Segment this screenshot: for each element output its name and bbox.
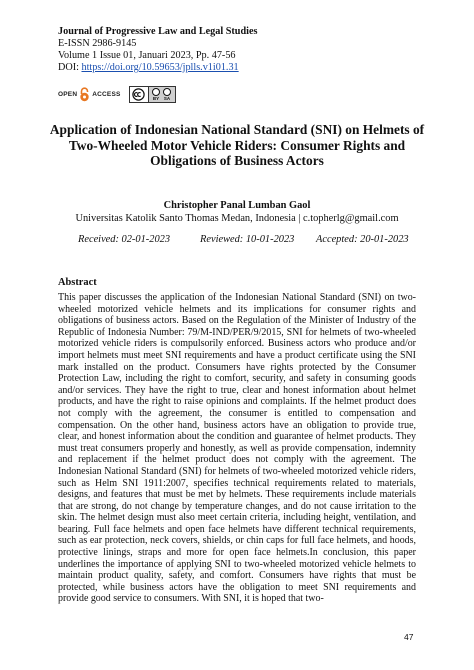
cc-icon — [130, 87, 149, 102]
journal-header — [58, 26, 257, 74]
doi-link[interactable]: https://doi.org/10.59653/jplls.v1i01.31 — [81, 62, 239, 73]
accepted-date: Accepted: 20-01-2023 — [316, 234, 409, 245]
received-date: Received: 02-01-2023 — [78, 234, 171, 245]
license-badges — [58, 84, 176, 104]
cc-sa-icon — [163, 88, 172, 101]
journal-doi — [58, 62, 257, 74]
journal-name: Journal of Progressive Law and Legal Studies — [58, 26, 258, 37]
author-affiliation: Universitas Katolik Santo Thomas Medan, Indonesia | c.topherlg@gmail.com — [75, 213, 399, 224]
author-name: Christopher Panal Lumban Gaol — [163, 200, 311, 211]
title-line: Obligations of Business Actors — [150, 153, 324, 169]
doi-label: DOI: — [58, 62, 79, 73]
open-lock-icon — [79, 87, 90, 102]
reviewed-date: Reviewed: 10-01-2023 — [200, 234, 295, 245]
title-line: Application of Indonesian National Standard (SNI) on Helmets of — [49, 122, 425, 137]
page-number: 47 — [404, 632, 414, 642]
journal-issn: E-ISSN 2986-9145 — [58, 38, 137, 49]
cc-by-icon — [152, 88, 161, 101]
open-access-right-label: ACCESS — [92, 90, 121, 98]
cc-sa-label: SA — [163, 95, 171, 101]
paper-title — [40, 122, 434, 169]
abstract-heading: Abstract — [58, 277, 97, 288]
abstract-body: This paper discusses the application of the Indonesian National Standard (SNI) on two-wheeled motorized vehicle helmets and its implications for consumer rights and obligations of business actors. Based on the Regulation of the Minister of Industry of the Republic of Indonesia Number: 79/M-IND/PER/9/2015, SNI for helmets of two-wheeled motorized vehicle riders is compulsorily enforced. Business actors who produce and/or import helmets must meet SNI requirements and have a product certificate using the SNI mark installed on the product. Consumers have rights protected by the Consumer Protection Law, including the right to comfort, security, and safety in consuming goods and/or services. They have the right to true, clear and honest information about helmet products, and have the right to raise opinions and complaints. If the helmet product does not comply with the agreement, the consumer is entitled to compensation and compensation. On the other hand, business actors have an obligation to provide true, clear, and honest information about the condition and guarantee of helmet products. They must treat consumers properly and honestly, as well as provide compensation, indemnity and replacement if the helmet product does not comply with the agreement. The Indonesian National Standard (SNI) for helmets of two-wheeled motorized vehicle riders, such as Helm SNI 1911:2007, specifies technical requirements related to materials, designs, and features that must be met by helmets. These requirements include materials that are strong, do not change by temperature changes, and do not cause irritation to the skin. The helmet design must also meet certain criteria, including height, ventilation, and bearing. Full face helmets and open face helmets have different technical requirements, such as ear protection, neck covers, shields, or chin caps for full face helmets, and hoods, protective linings, straps and more for open face helmets.In conclusion, this paper underlines the importance of applying SNI to two-wheeled motorized vehicle helmets to maintain product quality, safety, and comfort. Consumers have rights that must be protected, while business actors have the obligation to meet SNI requirements and provide good service to consumers. With SNI, it is hoped that two- — [58, 292, 416, 605]
cc-by-label: BY — [152, 95, 160, 101]
title-line: Two-Wheeled Motor Vehicle Riders: Consumer Rights and — [68, 137, 406, 153]
journal-volume: Volume 1 Issue 01, Januari 2023, Pp. 47-56 — [58, 50, 236, 61]
submission-dates — [78, 234, 409, 245]
cc-license-badge[interactable] — [129, 86, 176, 103]
open-access-left-label: OPEN — [58, 90, 78, 98]
open-access-badge[interactable] — [58, 87, 121, 102]
